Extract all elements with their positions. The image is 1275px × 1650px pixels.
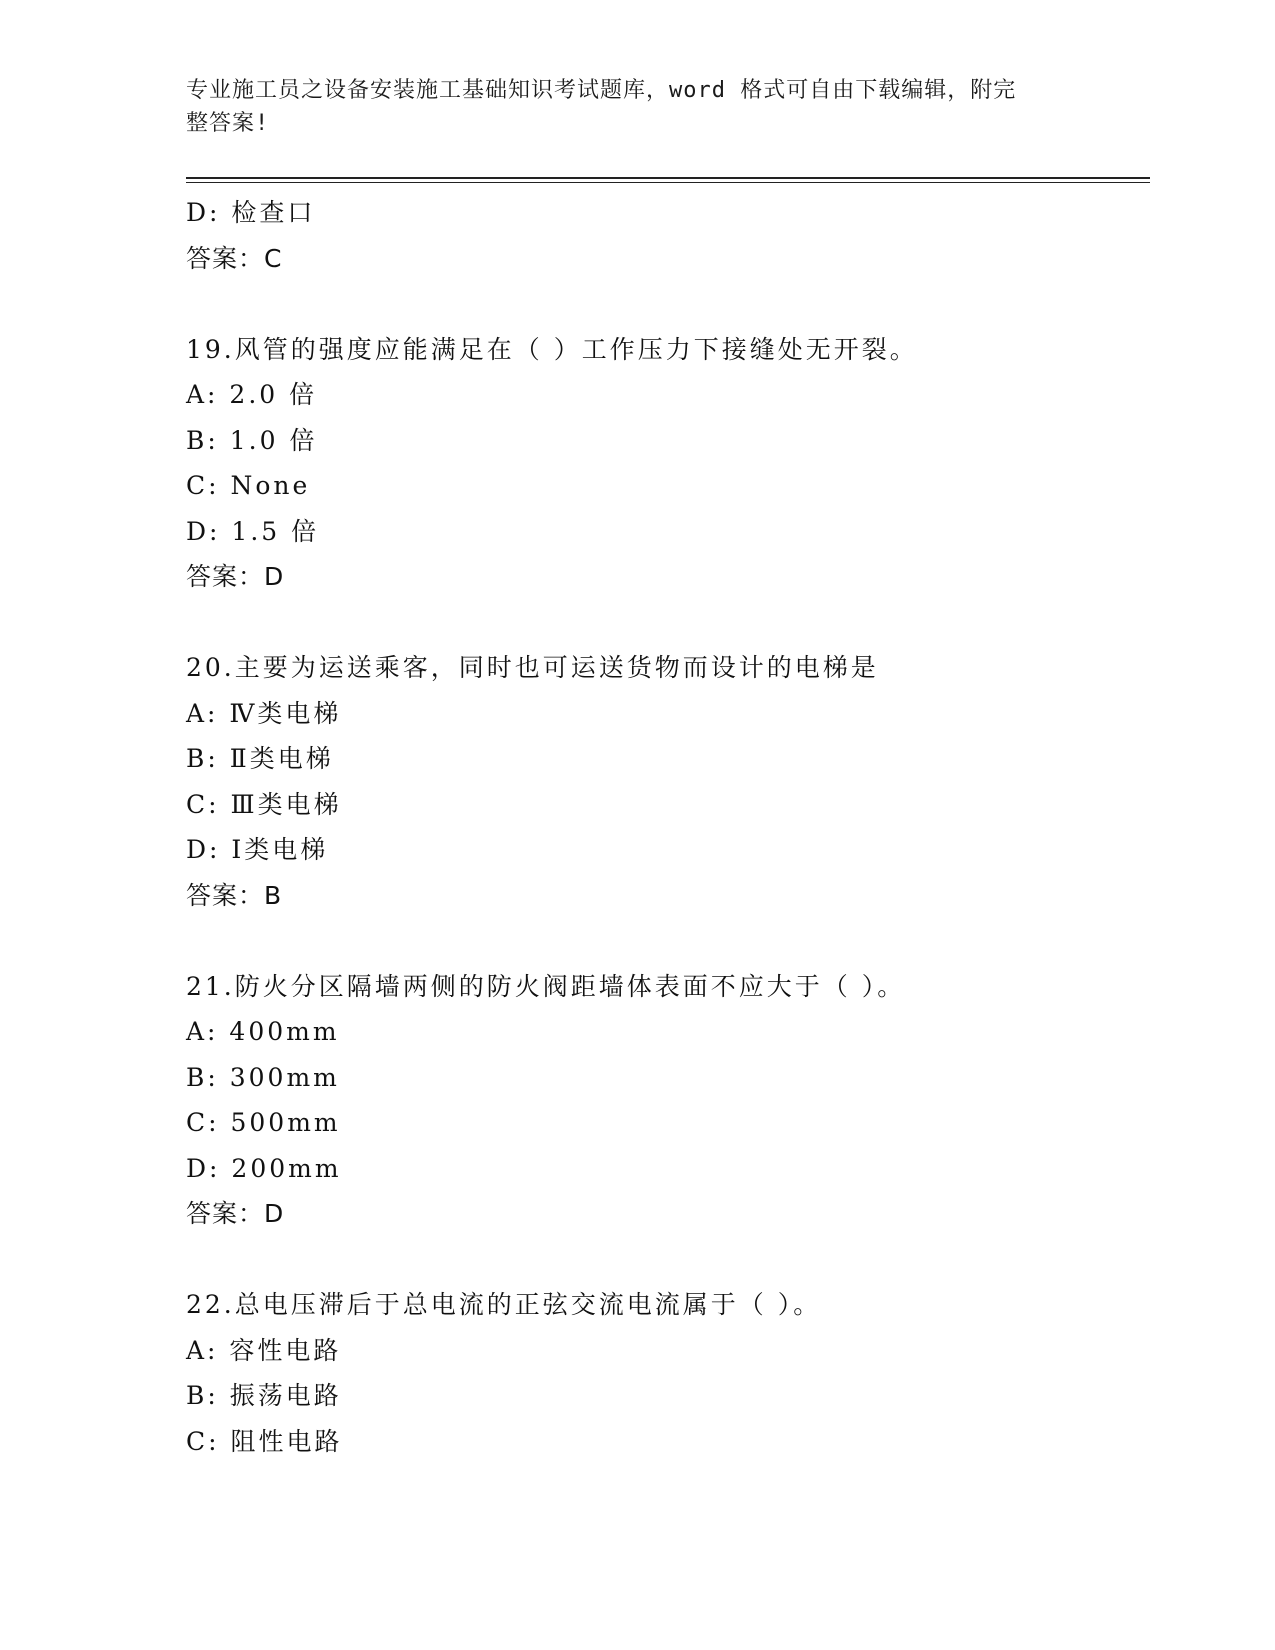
question-block-20 [186,645,1150,918]
option-b: B: 300mm [186,1062,340,1092]
option-c: C: None [186,471,311,500]
header-line-2: 整答案! [186,111,270,136]
question-list [186,190,1150,1464]
answer-line: 答案：C [186,243,283,273]
header-rule-thin [186,182,1150,183]
option-d: D: 检查口 [186,198,316,227]
header-rule-thick [186,177,1150,179]
answer-line: 答案：B [186,880,283,910]
answer-line: 答案：D [186,1199,285,1228]
spacer [186,1237,1150,1283]
question-text: 19.风管的强度应能满足在（ ）工作压力下接缝处无开裂。 [186,334,918,364]
option-c: C: 阻性电路 [186,1426,343,1456]
spacer [186,918,1150,964]
question-block-18 [186,190,1150,281]
question-block-22 [186,1282,1150,1464]
option-a: A: 2.0 倍 [186,380,318,409]
option-b: B: 振荡电路 [186,1381,342,1410]
question-block-21 [186,964,1150,1237]
option-d: D: Ⅰ类电梯 [186,835,329,864]
option-d: D: 200mm [186,1153,342,1183]
option-a: A: 400mm [186,1017,340,1046]
document-header [186,74,1066,140]
answer-line: 答案：D [186,562,285,591]
spacer [186,281,1150,327]
option-c: C: 500mm [186,1108,341,1137]
header-line-1: 专业施工员之设备安装施工基础知识考试题库，word 格式可自由下载编辑，附完 [186,78,1017,103]
option-d: D: 1.5 倍 [186,516,320,546]
option-a: A: Ⅳ类电梯 [186,698,342,728]
option-c: C: Ⅲ类电梯 [186,789,342,819]
question-block-19 [186,327,1150,600]
option-b: B: 1.0 倍 [186,425,318,455]
spacer [186,600,1150,646]
option-b: B: Ⅱ类电梯 [186,744,334,773]
option-a: A: 容性电路 [186,1335,342,1365]
question-text: 21.防火分区隔墙两侧的防火阀距墙体表面不应大于（ ）。 [186,971,906,1001]
question-text: 20.主要为运送乘客，同时也可运送货物而设计的电梯是 [186,653,879,682]
question-text: 22.总电压滞后于总电流的正弦交流电流属于（ ）。 [186,1290,822,1319]
